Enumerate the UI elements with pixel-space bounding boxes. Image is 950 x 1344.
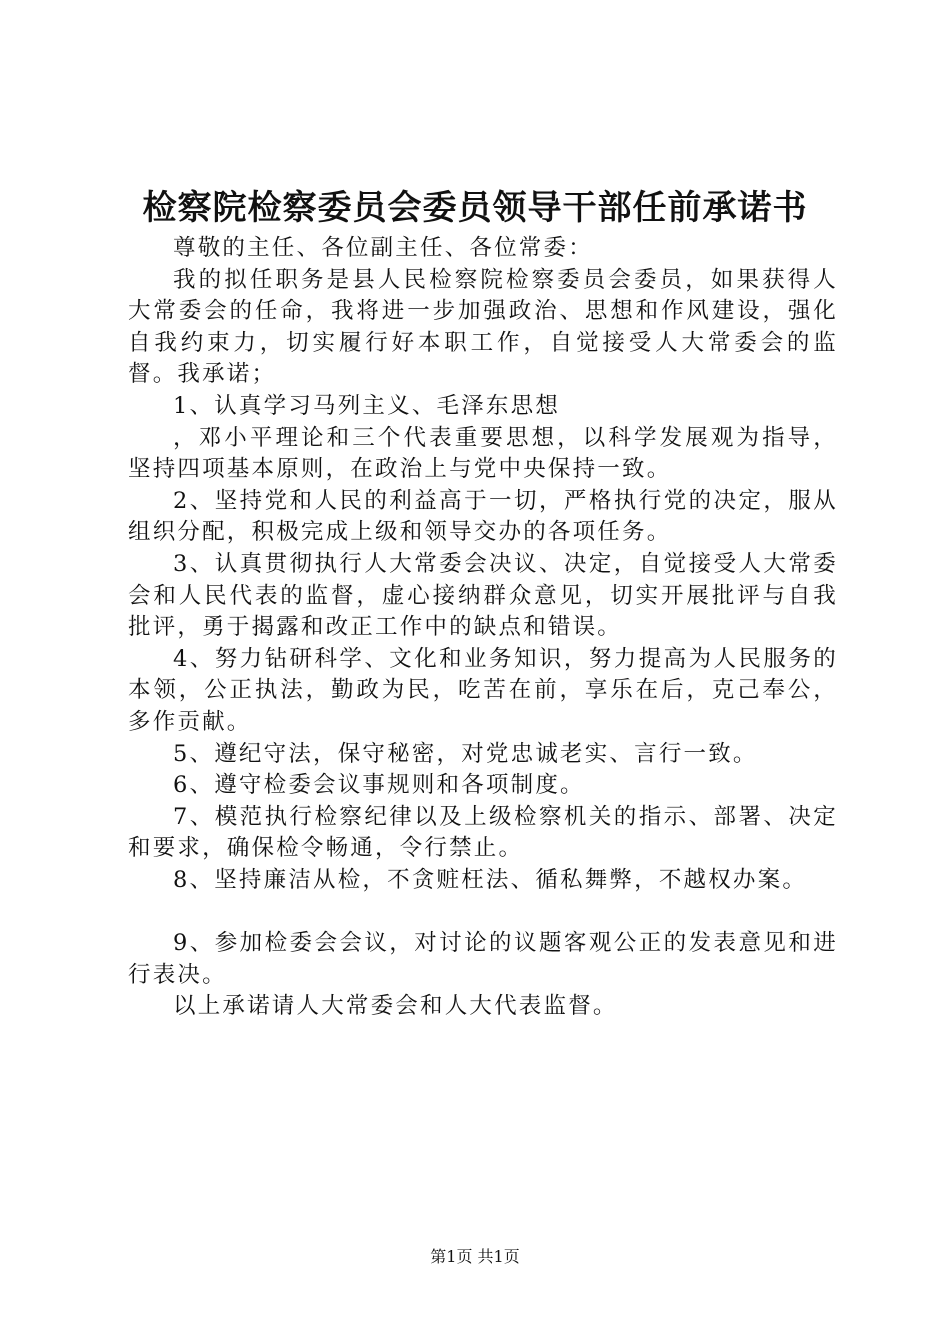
document-title: 检察院检察委员会委员领导干部任前承诺书 xyxy=(142,188,808,228)
item-1-continuation: ，邓小平理论和三个代表重要思想，以科学发展观为指导，坚持四项基本原则，在政治上与党中央保持一致。 xyxy=(128,424,838,483)
document-body xyxy=(128,233,838,1023)
item-3: 3、认真贯彻执行人大常委会决议、决定，自觉接受人大常委会和人民代表的监督，虚心接纳群众意见，切实开展批评与自我批评，勇于揭露和改正工作中的缺点和错误。 xyxy=(128,550,838,641)
item-5: 5、遵纪守法，保守秘密，对党忠诚老实、言行一致。 xyxy=(173,740,758,767)
salutation: 尊敬的主任、各位副主任、各位常委： xyxy=(173,235,593,261)
item-1-heading: 1、认真学习马列主义、毛泽东思想 xyxy=(173,392,561,419)
item-7: 7、模范执行检察纪律以及上级检察机关的指示、部署、决定和要求，确保检令畅通，令行禁止。 xyxy=(128,803,838,862)
item-9: 9、参加检委会会议，对讨论的议题客观公正的发表意见和进行表决。 xyxy=(128,930,838,988)
item-6: 6、遵守检委会议事规则和各项制度。 xyxy=(173,772,585,799)
page-footer: 第1页 共1页 xyxy=(430,1247,520,1266)
closing-statement: 以上承诺请人大常委会和人大代表监督。 xyxy=(173,993,618,1020)
item-2: 2、坚持党和人民的利益高于一切，严格执行党的决定，服从组织分配，积极完成上级和领导交办的各项任务。 xyxy=(128,487,838,546)
item-8: 8、坚持廉洁从检，不贪赃枉法、循私舞弊，不越权办案。 xyxy=(173,866,808,893)
paragraph-gap xyxy=(128,896,838,928)
intro-paragraph: 我的拟任职务是县人民检察院检察委员会委员，如果获得人大常委会的任命，我将进一步加强政治、思想和作风建设，强化自我约束力，切实履行好本职工作，自觉接受人大常委会的监督。我承诺； xyxy=(128,266,838,388)
item-4: 4、努力钻研科学、文化和业务知识，努力提高为人民服务的本领，公正执法，勤政为民，吃苦在前，享乐在后，克己奉公，多作贡献。 xyxy=(128,645,838,735)
